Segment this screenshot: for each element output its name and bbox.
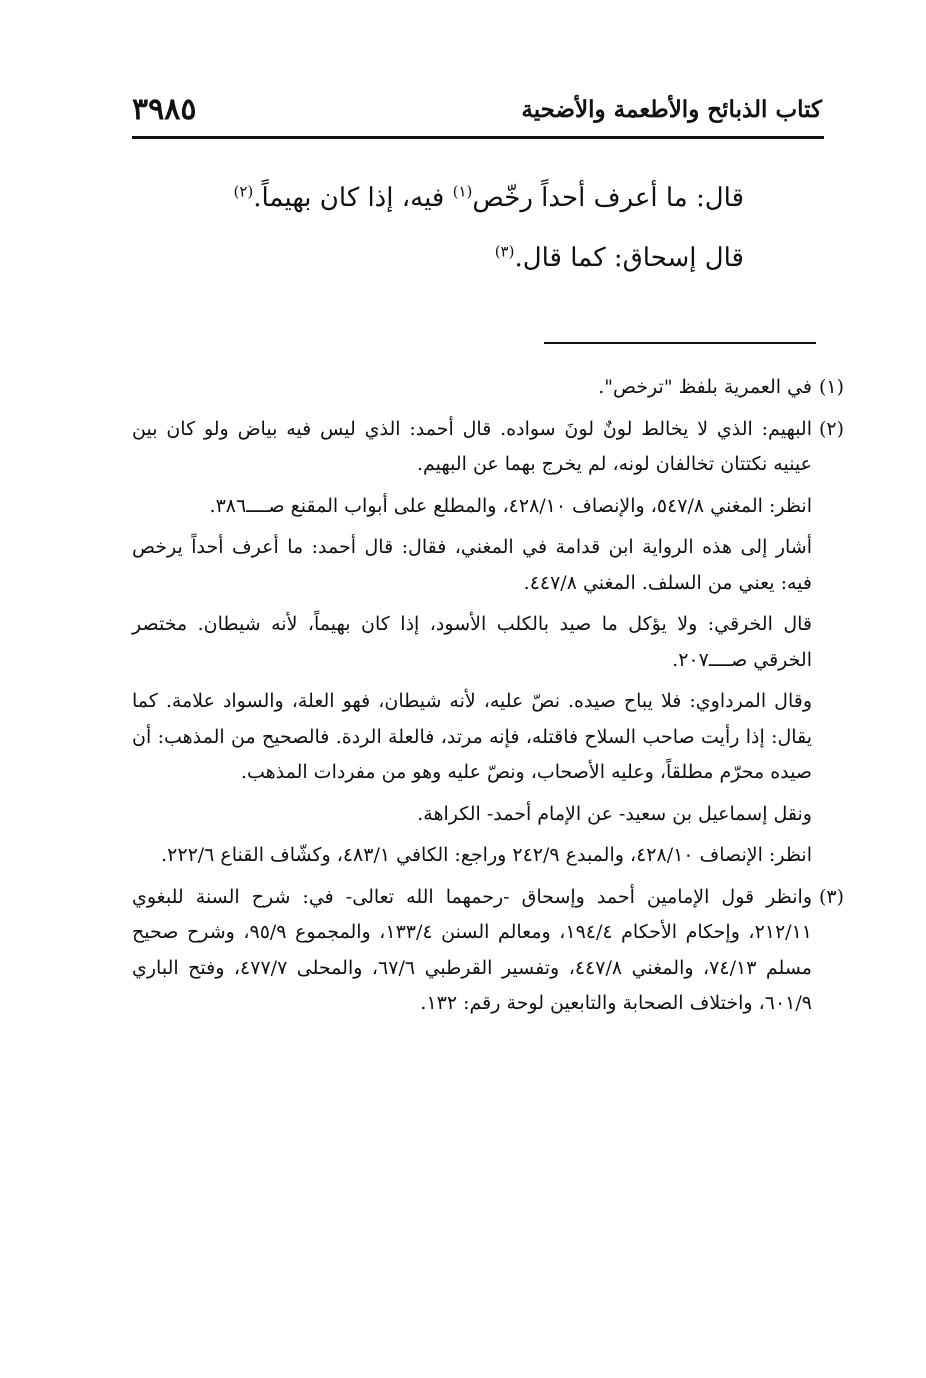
footnote-paragraph: أشار إلى هذه الرواية ابن قدامة في المغني، فقال: قال أحمد: ما أعرف أحداً يرخص فيه: يعني من السلف. المغني ٤٤٧/٨.	[132, 536, 812, 594]
footnote-mark: (٣)	[818, 885, 844, 908]
footnote-mark: (٢)	[818, 417, 844, 440]
footnote-ref-1: (١)	[452, 182, 473, 201]
footnote-paragraph: انظر: المغني ٥٤٧/٨، والإنصاف ٤٢٨/١٠، والمطلع على أبواب المقنع صــــ٣٨٦.	[209, 494, 812, 517]
footnote-3	[132, 880, 844, 1022]
footnote-paragraph: ونقل إسماعيل بن سعيد- عن الإمام أحمد- الكراهة.	[417, 802, 812, 825]
footnote-1	[132, 370, 844, 406]
page-number: ٣٩٨٥	[132, 92, 197, 127]
main-line-1-text-a: قال: ما أعرف أحداً رخّص	[472, 183, 744, 213]
footnote-ref-2: (٢)	[233, 182, 254, 201]
page-header	[132, 92, 822, 132]
main-text	[184, 168, 744, 288]
footnote-paragraph: وقال المرداوي: فلا يباح صيده. نصّ عليه، لأنه شيطان، فهو العلة، والسواد علامة. كما يقال: إذا رأيت صاحب السلاح فاقتله، فإنه مرتد، فالعلة الردة. فالصحيح من المذهب: أن صيده محرّم مطلقاً، وعليه الأصحاب، ونصّ عليه وهو من مفردات المذهب.	[132, 690, 812, 783]
main-line-2	[184, 228, 744, 288]
header-rule	[132, 136, 824, 139]
main-line-1	[184, 168, 744, 228]
footnote-paragraph: البهيم: الذي لا يخالط لونٌ لونَ سواده. قال أحمد: الذي ليس فيه بياض ولو كان بين عينيه نكتتان تخالفان لونه، لم يخرج بهما عن البهيم.	[132, 417, 812, 475]
footnote-paragraph: وانظر قول الإمامين أحمد وإسحاق -رحمهما الله تعالى- في: شرح السنة للبغوي ٢١٢/١١، وإحكام الأحكام ١٩٤/٤، ومعالم السنن ١٣٣/٤، والمجموع ٩٥/٩، وشرح صحيح مسلم ٧٤/١٣، والمغني ٤٤٧/٨، وتفسير القرطبي ٦٧/٦، والمحلى ٤٧٧/٧، وفتح الباري ٦٠١/٩، واختلاف الصحابة والتابعين لوحة رقم: ١٣٢.	[132, 885, 812, 1014]
footnote-separator	[544, 342, 816, 344]
running-title: كتاب الذبائح والأطعمة والأضحية	[521, 96, 822, 123]
main-line-1-text-b: فيه، إذا كان بهيماً.	[253, 183, 453, 213]
footnotes	[132, 370, 844, 1028]
footnote-2	[132, 412, 844, 874]
footnote-mark: (١)	[818, 376, 844, 398]
footnote-paragraph: قال الخرقي: ولا يؤكل ما صيد بالكلب الأسود، إذا كان بهيماً، لأنه شيطان. مختصر الخرقي صــــ٢٠٧.	[132, 613, 812, 671]
main-line-2-text: قال إسحاق: كما قال.	[514, 243, 744, 273]
footnote-paragraph: انظر: الإنصاف ٤٢٨/١٠، والمبدع ٢٤٢/٩ وراجع: الكافي ٤٨٣/١، وكشّاف القناع ٢٢٢/٦.	[161, 844, 812, 866]
footnote-paragraph: في العمرية بلفظ "ترخص".	[598, 376, 812, 398]
footnote-ref-3: (٣)	[494, 242, 515, 261]
